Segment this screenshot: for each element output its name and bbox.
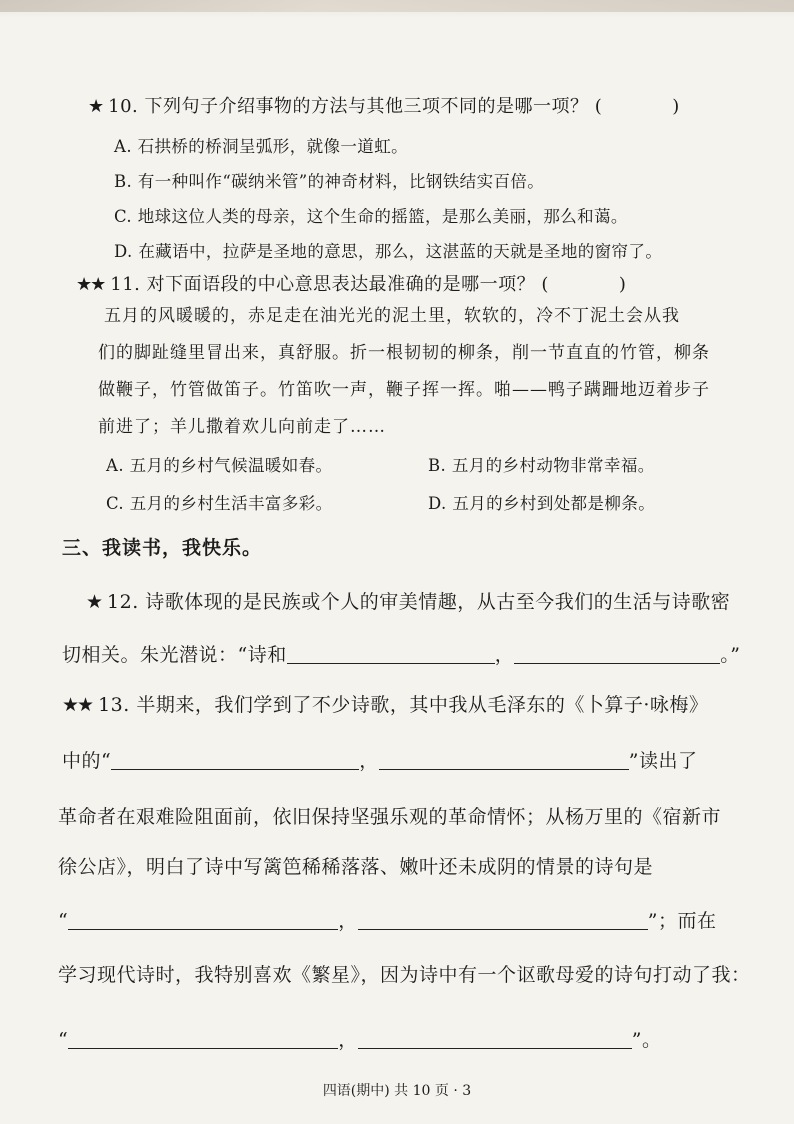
question-10 <box>88 92 680 118</box>
q10-option-b: B. 有一种叫作“碳纳米管”的神奇材料，比钢铁结实百倍。 <box>114 172 545 191</box>
question-13-line-7 <box>58 1025 661 1052</box>
passage-line: 前进了；羊儿撒着欢儿向前走了…… <box>98 417 386 437</box>
comma: ， <box>359 750 379 772</box>
page-top-edge <box>0 0 794 12</box>
difficulty-stars: ★★ <box>76 274 105 295</box>
comma: ， <box>338 1029 358 1051</box>
fill-blank[interactable] <box>287 645 495 664</box>
question-10-text: 10. 下列句子介绍事物的方法与其他三项不同的是哪一项？ <box>108 96 589 117</box>
q10-option-a: A. 石拱桥的桥洞呈弧形，就像一道虹。 <box>114 137 409 156</box>
q13-line5-suffix: ”；而在 <box>647 910 717 932</box>
difficulty-stars: ★★ <box>62 694 93 716</box>
q10-option-c: C. 地球这位人类的母亲，这个生命的摇篮，是那么美丽，那么和蔼。 <box>114 207 628 226</box>
question-12-line-1 <box>86 587 730 614</box>
fill-blank[interactable] <box>111 751 359 770</box>
fill-blank[interactable] <box>68 911 338 930</box>
passage-line: 五月的风暖暖的，赤足走在油光光的泥土里，软软的，冷不丁泥土会从我 <box>104 306 680 326</box>
answer-paren-open: ( <box>594 96 603 117</box>
comma: ， <box>338 910 358 932</box>
question-13-line-1 <box>62 690 708 717</box>
question-11-text: 11. 对下面语段的中心意思表达最准确的是哪一项？ <box>110 274 536 295</box>
q10-option-d: D. 在藏语中，拉萨是圣地的意思，那么，这湛蓝的天就是圣地的窗帘了。 <box>114 242 663 261</box>
question-13-line-3: 革命者在艰难险阻面前，依旧保持坚强乐观的革命情怀；从杨万里的《宿新市 <box>58 806 722 828</box>
q12-prefix: 切相关。朱光潜说：“诗和 <box>62 644 287 666</box>
q13-line7-suffix: ”。 <box>631 1029 662 1051</box>
passage-line: 们的脚趾缝里冒出来，真舒服。折一根韧韧的柳条，削一节直直的竹管，柳条 <box>98 343 710 363</box>
open-quote: “ <box>58 1029 69 1051</box>
question-11 <box>76 270 626 296</box>
difficulty-stars: ★ <box>86 591 102 613</box>
open-quote: “ <box>58 910 69 932</box>
question-13-line-4: 徐公店》，明白了诗中写篱笆稀稀落落、嫩叶还未成阴的情景的诗句是 <box>58 856 654 878</box>
answer-paren-close: ) <box>618 274 627 295</box>
fill-blank[interactable] <box>68 1030 338 1049</box>
question-12-line-2 <box>62 640 740 667</box>
section-heading: 三、我读书，我快乐。 <box>62 537 263 559</box>
question-13-line-6: 学习现代诗时，我特别喜欢《繁星》，因为诗中有一个讴歌母爱的诗句打动了我： <box>58 964 751 986</box>
passage-line: 做鞭子，竹管做笛子。竹笛吹一声，鞭子挥一挥。啪——鸭子蹒跚地迈着步子 <box>98 380 710 400</box>
q11-option-b: B. 五月的乡村动物非常幸福。 <box>428 456 655 475</box>
q11-option-d: D. 五月的乡村到处都是柳条。 <box>428 494 656 513</box>
fill-blank[interactable] <box>379 751 629 770</box>
q12-suffix: 。” <box>720 644 741 666</box>
answer-paren-close: ) <box>672 96 680 117</box>
fill-blank[interactable] <box>358 911 648 930</box>
answer-paren-open: ( <box>541 274 549 295</box>
difficulty-stars: ★ <box>88 96 103 117</box>
question-13-line-2 <box>62 746 697 773</box>
page-footer: 四语(期中) 共 10 页 · 3 <box>322 1083 472 1099</box>
fill-blank[interactable] <box>358 1030 632 1049</box>
q11-option-a: A. 五月的乡村气候温暖如春。 <box>106 456 333 475</box>
question-13-text: 13. 半期来，我们学到了不少诗歌，其中我从毛泽东的《卜算子·咏梅》 <box>98 694 709 716</box>
q13-prefix: 中的“ <box>62 750 112 772</box>
question-12-text: 12. 诗歌体现的是民族或个人的审美情趣，从古至今我们的生活与诗歌密 <box>107 591 731 613</box>
q13-suffix: ”读出了 <box>628 750 698 772</box>
question-13-line-5 <box>58 906 716 933</box>
fill-blank[interactable] <box>514 645 720 664</box>
q11-option-c: C. 五月的乡村生活丰富多彩。 <box>106 494 333 513</box>
comma: ， <box>494 644 515 666</box>
reading-passage <box>98 298 710 446</box>
